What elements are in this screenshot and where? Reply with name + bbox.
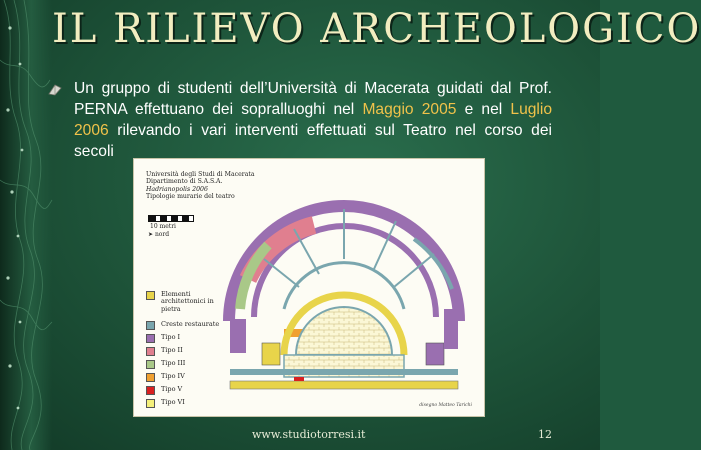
legend-item	[146, 386, 182, 395]
plan-header-line: Hadrianopolis 2006	[146, 185, 208, 193]
decorative-left-edge	[0, 0, 52, 450]
stage-front-wall	[230, 369, 458, 375]
legend-item	[146, 399, 185, 408]
legend-label: Tipo III	[161, 359, 186, 367]
highlighted-date: Luglio 2006	[74, 101, 553, 139]
bullet-text-part: e nel	[456, 101, 511, 118]
theatre-plan-image	[133, 158, 485, 417]
footer-url[interactable]: www.studiotorresi.it	[252, 428, 366, 441]
structure-left	[262, 343, 280, 365]
legend-item	[146, 291, 217, 313]
legend-swatch	[146, 386, 155, 395]
legend-swatch	[146, 360, 155, 369]
legend-item	[146, 321, 219, 330]
plan-header-line: Dipartimento di S.A.S.A.	[146, 178, 223, 186]
contour-lines-decoration	[0, 0, 52, 450]
legend-swatch	[146, 291, 155, 300]
plan-credit: disegno Matteo Tarichi	[419, 403, 472, 408]
plan-header-line: Università degli Studi di Macerata	[146, 171, 255, 178]
highlighted-date: Maggio 2005	[362, 101, 457, 118]
scale-label: 10 metri	[150, 223, 176, 230]
legend-item	[146, 347, 183, 356]
legend-swatch	[146, 334, 155, 343]
bullet-icon	[48, 84, 62, 96]
orchestra	[296, 307, 392, 355]
slide-footer	[0, 428, 600, 444]
north-label: nord	[154, 231, 170, 238]
legend-item	[146, 373, 185, 382]
legend-swatch	[146, 373, 155, 382]
theatre-plan-drawing	[134, 159, 484, 416]
legend-item	[146, 334, 180, 343]
legend-swatch	[146, 321, 155, 330]
legend-label: Tipo V	[161, 385, 183, 393]
legend-label: Elementi architettonici in pietra	[161, 290, 214, 313]
page-number: 12	[538, 428, 552, 441]
ring-creste	[284, 263, 404, 309]
structure-tipo-v-small	[294, 377, 304, 381]
legend-label: Tipo I	[161, 333, 181, 341]
structure-left-wall	[230, 319, 246, 353]
bullet-text-part: Un gruppo di studenti dell’Università di Macerata guidati dal Prof. PERNA effettuano dei sopralluoghi nel	[74, 80, 552, 118]
legend-label: Tipo VI	[161, 398, 185, 406]
north-indicator: ➤ nord	[148, 231, 170, 238]
plan-header-line: Tipologie murarie del teatro	[146, 193, 235, 201]
bullet-text	[74, 78, 552, 162]
slide-title: IL RILIEVO ARCHEOLOGICO	[52, 6, 701, 52]
legend-label: Tipo IV	[161, 372, 185, 380]
legend-label: Creste restaurate	[161, 320, 220, 328]
bullet-text-part: rilevando i vari interventi effettuati sul Teatro nel corso dei secoli	[74, 122, 552, 160]
legend-swatch	[146, 347, 155, 356]
structure-right	[426, 343, 444, 365]
legend-label: Tipo II	[161, 346, 183, 354]
scaenae-frons	[230, 381, 458, 389]
structure-right-wall	[444, 309, 458, 349]
legend-item	[146, 360, 185, 369]
legend-swatch	[146, 399, 155, 408]
